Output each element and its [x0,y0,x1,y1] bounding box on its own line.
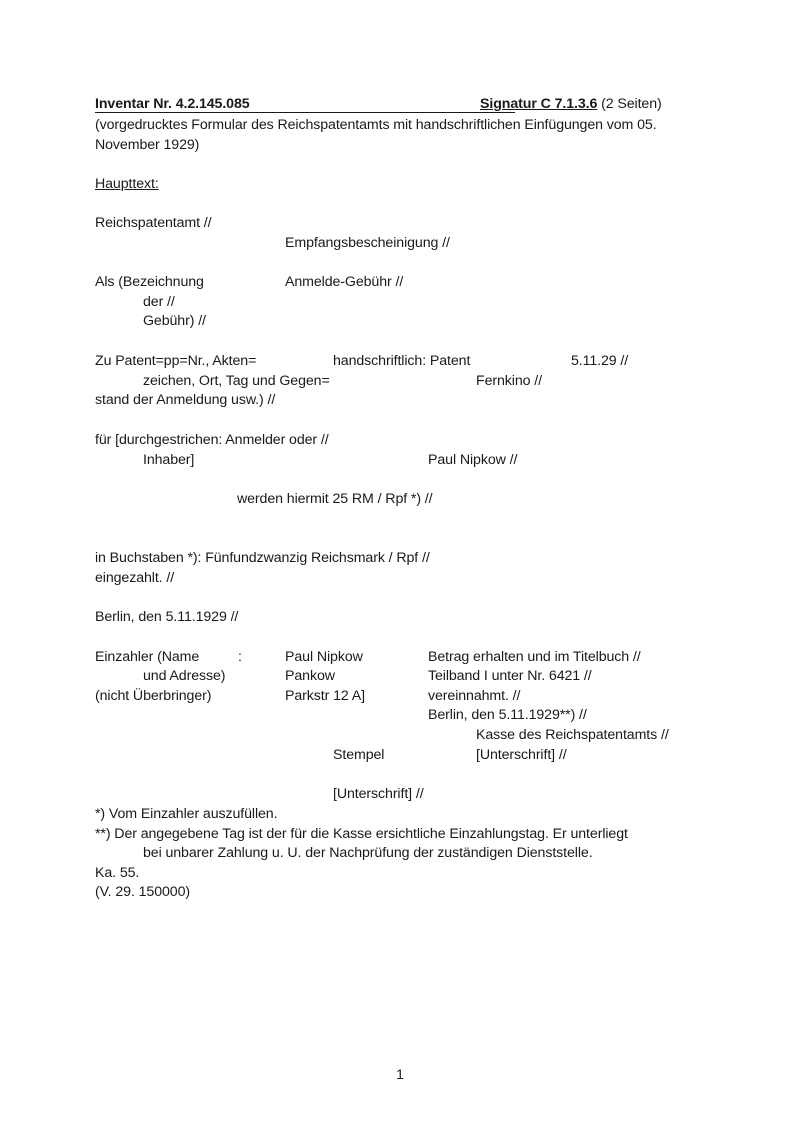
payer-street: Parkstr 12 A] [285,688,365,704]
payer-label-line-3: (nicht Überbringer) [95,688,212,704]
cashier: Kasse des Reichspatentamts // [476,727,669,743]
fee-label-line-2: der // [143,294,175,310]
page-number: 1 [396,1066,404,1082]
receipt-line-1: Betrag erhalten und im Titelbuch // [428,649,641,665]
footnote-2-line-1: **) Der angegebene Tag ist der für die Kasse ersichtliche Einzahlungstag. Er unterliegt [95,826,628,842]
fee-value: Anmelde-Gebühr // [285,274,404,290]
payer-label-line-1: Einzahler (Name [95,649,200,665]
patent-subject: Fernkino // [476,373,542,389]
stamp-label: Stempel [333,747,385,763]
footnote-2-line-2: bei unbarer Zahlung u. U. der Nachprüfung der zuständigen Dienststelle. [143,845,593,861]
footnote-1: *) Vom Einzahler auszufüllen. [95,806,278,822]
patent-label-line-1: Zu Patent=pp=Nr., Akten= [95,353,257,369]
receipt-line-3: vereinnahmt. // [428,688,521,704]
paid-line: eingezahlt. // [95,570,175,586]
holder-label-line-2: Inhaber] [143,452,195,468]
description-line-2: November 1929) [95,137,200,153]
print-run: (V. 29. 150000) [95,884,190,900]
holder-value: Paul Nipkow // [428,452,518,468]
patent-label-line-3: stand der Anmeldung usw.) // [95,392,276,408]
place-date: Berlin, den 5.11.1929 // [95,609,239,625]
receipt-line-4: Berlin, den 5.11.1929**) // [428,707,587,723]
signature: [Unterschrift] // [333,786,424,802]
amount-line: werden hiermit 25 RM / Rpf *) // [237,491,433,507]
patent-value: handschriftlich: Patent [333,353,471,369]
cashier-signature: [Unterschrift] // [476,747,567,763]
section-label: Haupttext: [95,176,159,192]
document-type: Empfangsbescheinigung // [285,235,450,251]
holder-label-line-1: für [durchgestrichen: Anmelder oder // [95,432,329,448]
amount-in-words: in Buchstaben *): Fünfundzwanzig Reichsmark / Rpf // [95,550,430,566]
payer-label-line-2: und Adresse) [143,668,226,684]
fee-label-line-3: Gebühr) // [143,313,206,329]
description-line-1: (vorgedrucktes Formular des Reichspatentamts mit handschriftlichen Einfügungen vom 05. [95,117,657,133]
payer-name: Paul Nipkow [285,649,363,665]
authority: Reichspatentamt // [95,215,212,231]
signature-number: Signatur C 7.1.3.6 [480,96,598,112]
inventory-number: Inventar Nr. 4.2.145.085 [95,96,250,112]
fee-label-line-1: Als (Bezeichnung [95,274,204,290]
pages-note: (2 Seiten) [597,96,662,112]
payer-colon: : [238,649,242,665]
form-code: Ka. 55. [95,865,140,881]
patent-label-line-2: zeichen, Ort, Tag und Gegen= [143,373,330,389]
receipt-line-2: Teilband I unter Nr. 6421 // [428,668,592,684]
signature-block [480,95,662,115]
patent-date: 5.11.29 // [571,353,629,369]
payer-district: Pankow [285,668,335,684]
